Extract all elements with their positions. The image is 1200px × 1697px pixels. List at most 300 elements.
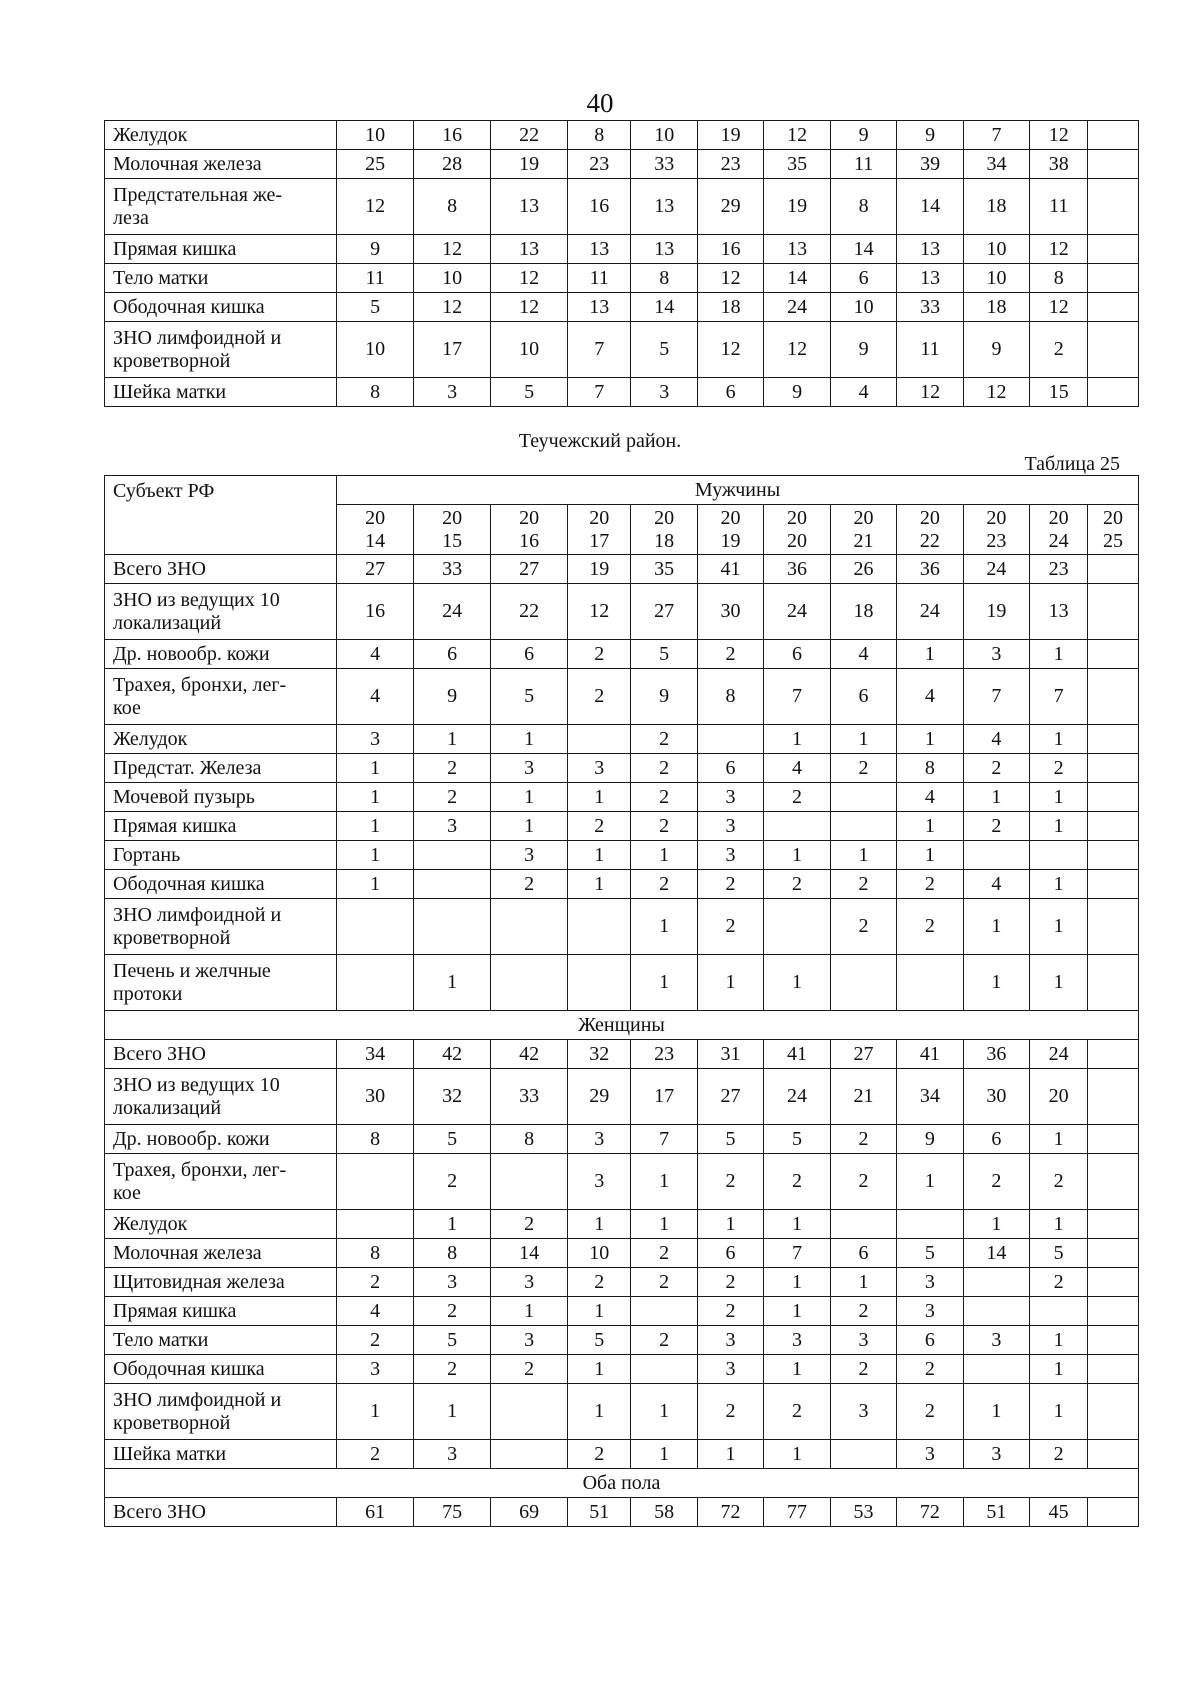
table-cell <box>414 841 491 870</box>
table-cell: 2 <box>491 1355 568 1384</box>
table-cell: 9 <box>830 322 896 378</box>
table-cell <box>1088 812 1139 841</box>
table-cell: 2 <box>1030 754 1088 783</box>
table-cell: 24 <box>963 555 1029 584</box>
table-cell: 3 <box>414 378 491 407</box>
table-cell: 8 <box>337 1239 414 1268</box>
table-cell: 13 <box>631 235 697 264</box>
row-label: Ободочная кишка <box>105 870 337 899</box>
table-cell: 1 <box>1030 1125 1088 1154</box>
table-cell: 1 <box>631 1440 697 1469</box>
table-cell: 3 <box>568 754 631 783</box>
table-cell: 14 <box>631 293 697 322</box>
table-cell: 4 <box>830 640 896 669</box>
table-cell: 34 <box>337 1040 414 1069</box>
table-cell: 1 <box>491 783 568 812</box>
table-cell: 2 <box>568 640 631 669</box>
table-cell: 3 <box>697 812 763 841</box>
table-cell <box>491 1154 568 1210</box>
table-cell: 13 <box>491 235 568 264</box>
table-cell: 2 <box>963 754 1029 783</box>
table-row <box>105 669 1139 725</box>
table-row <box>105 725 1139 754</box>
table-row <box>105 1125 1139 1154</box>
table-number: Таблица 25 <box>1024 453 1120 475</box>
table-cell: 27 <box>631 584 697 640</box>
table-cell: 8 <box>568 121 631 150</box>
table-cell <box>1088 378 1139 407</box>
header-row <box>105 476 1139 505</box>
table-cell: 5 <box>414 1326 491 1355</box>
table-cell: 5 <box>764 1125 830 1154</box>
table-cell: 4 <box>897 783 963 812</box>
table-cell: 1 <box>337 812 414 841</box>
table-cell: 10 <box>337 121 414 150</box>
table-cell: 1 <box>631 1384 697 1440</box>
year-part: 20 <box>442 506 463 529</box>
table-cell: 3 <box>764 1326 830 1355</box>
table-cell: 36 <box>897 555 963 584</box>
table-cell: 34 <box>897 1069 963 1125</box>
table-cell: 20 <box>1030 1069 1088 1125</box>
table-cell: 1 <box>414 725 491 754</box>
table-cell: 13 <box>764 235 830 264</box>
table-cell <box>830 1440 896 1469</box>
table-cell: 12 <box>1030 121 1088 150</box>
table-cell: 23 <box>631 1040 697 1069</box>
table-row <box>105 1154 1139 1210</box>
table-cell: 2 <box>568 1268 631 1297</box>
table-cell <box>830 812 896 841</box>
table-cell: 1 <box>337 783 414 812</box>
table-cell: 1 <box>414 1210 491 1239</box>
table-cell: 6 <box>414 640 491 669</box>
table-cell: 1 <box>1030 899 1088 955</box>
table-cell: 2 <box>830 1154 896 1210</box>
row-label: Прямая кишка <box>105 812 337 841</box>
table-cell: 41 <box>697 555 763 584</box>
table-cell: 1 <box>897 640 963 669</box>
table-cell: 12 <box>568 584 631 640</box>
table-cell: 12 <box>897 378 963 407</box>
table-cell <box>1088 1440 1139 1469</box>
year-part: 20 <box>787 506 807 529</box>
table-cell <box>1088 293 1139 322</box>
table-cell: 35 <box>631 555 697 584</box>
table-row <box>105 640 1139 669</box>
table-row <box>105 121 1139 150</box>
row-label: Тело матки <box>105 1326 337 1355</box>
table-cell: 12 <box>491 293 568 322</box>
year-header <box>697 505 763 555</box>
row-label: Желудок <box>105 725 337 754</box>
table-cell: 1 <box>830 841 896 870</box>
table-cell: 32 <box>414 1069 491 1125</box>
table-cell: 8 <box>491 1125 568 1154</box>
table-cell: 12 <box>337 179 414 235</box>
table-row <box>105 870 1139 899</box>
row-label: Всего ЗНО <box>105 1040 337 1069</box>
table-cell: 2 <box>1030 1440 1088 1469</box>
table-cell: 35 <box>764 150 830 179</box>
table-cell: 30 <box>337 1069 414 1125</box>
table-cell <box>1030 841 1088 870</box>
table-cell: 75 <box>414 1498 491 1527</box>
year-part: 20 <box>589 506 610 529</box>
table-cell: 19 <box>568 555 631 584</box>
table-cell <box>337 899 414 955</box>
table-cell: 24 <box>1030 1040 1088 1069</box>
table-cell: 10 <box>491 322 568 378</box>
table-cell: 12 <box>963 378 1029 407</box>
table-cell: 12 <box>764 121 830 150</box>
table-cell: 2 <box>830 1355 896 1384</box>
year-part: 14 <box>365 529 386 552</box>
table-cell: 9 <box>830 121 896 150</box>
table-cell: 31 <box>697 1040 763 1069</box>
table-row <box>105 555 1139 584</box>
table-cell: 3 <box>414 812 491 841</box>
table-cell: 5 <box>337 293 414 322</box>
table-cell: 9 <box>337 235 414 264</box>
table-cell: 6 <box>764 640 830 669</box>
table-cell: 1 <box>1030 725 1088 754</box>
table-cell: 1 <box>1030 783 1088 812</box>
table-cell: 6 <box>963 1125 1029 1154</box>
section-title: Мужчины <box>337 476 1139 505</box>
table-cell: 3 <box>897 1268 963 1297</box>
table-cell: 1 <box>764 725 830 754</box>
section-title: Женщины <box>105 1011 1139 1040</box>
table-cell: 2 <box>631 725 697 754</box>
year-part: 20 <box>787 529 807 552</box>
table-row <box>105 150 1139 179</box>
table-cell: 1 <box>631 1210 697 1239</box>
table-cell <box>1088 1210 1139 1239</box>
table-cell: 6 <box>491 640 568 669</box>
table-row <box>105 1440 1139 1469</box>
table-cell <box>1088 1384 1139 1440</box>
table-cell <box>1088 783 1139 812</box>
table-cell: 14 <box>830 235 896 264</box>
table-cell <box>830 783 896 812</box>
table-cell: 2 <box>830 899 896 955</box>
table-cell: 1 <box>764 1355 830 1384</box>
table-cell: 33 <box>897 293 963 322</box>
table-cell: 1 <box>491 725 568 754</box>
table-cell: 14 <box>897 179 963 235</box>
section-row <box>105 1011 1139 1040</box>
table-cell: 1 <box>631 841 697 870</box>
row-label: Печень и желчные протоки <box>105 955 337 1011</box>
table-row <box>105 783 1139 812</box>
table-cell: 7 <box>764 1239 830 1268</box>
table-cell: 2 <box>764 1384 830 1440</box>
table-cell: 29 <box>697 179 763 235</box>
table-cell: 1 <box>1030 812 1088 841</box>
table-cell: 1 <box>897 812 963 841</box>
table-cell: 24 <box>414 584 491 640</box>
table-cell: 1 <box>697 955 763 1011</box>
table-cell: 17 <box>631 1069 697 1125</box>
table-cell: 1 <box>1030 955 1088 1011</box>
year-header <box>1030 505 1088 555</box>
table-cell: 13 <box>897 264 963 293</box>
table-cell: 22 <box>491 584 568 640</box>
table-cell: 3 <box>963 1440 1029 1469</box>
table-cell: 4 <box>764 754 830 783</box>
table-cell: 14 <box>764 264 830 293</box>
table-cell: 16 <box>414 121 491 150</box>
table-cell: 1 <box>1030 1355 1088 1384</box>
table-cell <box>1088 150 1139 179</box>
table-row <box>105 1268 1139 1297</box>
year-part: 16 <box>519 529 540 552</box>
table-cell: 42 <box>491 1040 568 1069</box>
table-cell: 4 <box>337 640 414 669</box>
table-cell: 77 <box>764 1498 830 1527</box>
table-cell: 5 <box>631 322 697 378</box>
table-cell: 2 <box>414 754 491 783</box>
year-header <box>631 505 697 555</box>
table-cell <box>963 1297 1029 1326</box>
year-part: 20 <box>1048 506 1069 529</box>
table-cell: 1 <box>568 1297 631 1326</box>
table-cell <box>631 1297 697 1326</box>
table-cell: 7 <box>1030 669 1088 725</box>
table-row <box>105 293 1139 322</box>
year-header <box>337 505 414 555</box>
row-label: Гортань <box>105 841 337 870</box>
table-cell: 27 <box>337 555 414 584</box>
table-cell: 2 <box>830 1297 896 1326</box>
table-cell: 1 <box>1030 1384 1088 1440</box>
table-cell: 30 <box>697 584 763 640</box>
table-row <box>105 899 1139 955</box>
year-part: 18 <box>654 529 675 552</box>
row-label: Ободочная кишка <box>105 1355 337 1384</box>
year-part: 17 <box>589 529 610 552</box>
row-label: Прямая кишка <box>105 235 337 264</box>
table-cell: 33 <box>631 150 697 179</box>
year-part: 20 <box>986 506 1007 529</box>
table-cell: 2 <box>1030 1154 1088 1210</box>
table-cell: 6 <box>830 264 896 293</box>
row-label: Желудок <box>105 121 337 150</box>
table-cell: 6 <box>697 754 763 783</box>
table-cell <box>1088 955 1139 1011</box>
table-cell: 33 <box>414 555 491 584</box>
table-cell: 1 <box>631 899 697 955</box>
row-label: Трахея, бронхи, лег- кое <box>105 669 337 725</box>
table-cell: 12 <box>697 264 763 293</box>
table-cell: 25 <box>337 150 414 179</box>
table-cell: 3 <box>631 378 697 407</box>
table-cell: 1 <box>897 841 963 870</box>
table-cell: 5 <box>697 1125 763 1154</box>
table-cell: 72 <box>897 1498 963 1527</box>
table-cell: 2 <box>631 1268 697 1297</box>
table-cell: 1 <box>631 955 697 1011</box>
table-cell: 23 <box>697 150 763 179</box>
year-header <box>897 505 963 555</box>
table-cell <box>1088 1069 1139 1125</box>
table-row <box>105 1069 1139 1125</box>
table-cell: 3 <box>337 725 414 754</box>
table-cell <box>897 955 963 1011</box>
table-cell <box>337 1210 414 1239</box>
table-cell: 2 <box>963 812 1029 841</box>
table-cell: 3 <box>491 841 568 870</box>
row-label: ЗНО лимфоидной и кроветворной <box>105 899 337 955</box>
table-cell: 3 <box>897 1440 963 1469</box>
table-cell <box>764 812 830 841</box>
table-cell: 2 <box>897 899 963 955</box>
table-cell: 14 <box>491 1239 568 1268</box>
table-cell: 1 <box>568 841 631 870</box>
table-cell: 18 <box>697 293 763 322</box>
table-row <box>105 264 1139 293</box>
table-cell <box>414 899 491 955</box>
table-cell: 7 <box>963 669 1029 725</box>
table-cell: 1 <box>897 1154 963 1210</box>
year-part: 19 <box>720 529 741 552</box>
table-row <box>105 378 1139 407</box>
table-cell: 7 <box>963 121 1029 150</box>
table-cell: 24 <box>897 584 963 640</box>
table-cell <box>491 1440 568 1469</box>
table-cell: 2 <box>337 1268 414 1297</box>
table-cell: 2 <box>830 1125 896 1154</box>
year-part: 15 <box>442 529 463 552</box>
table-cell: 51 <box>568 1498 631 1527</box>
row-label: Всего ЗНО <box>105 1498 337 1527</box>
table-cell: 11 <box>897 322 963 378</box>
year-header <box>1088 505 1139 555</box>
row-label: Шейка матки <box>105 1440 337 1469</box>
table-cell <box>1088 1125 1139 1154</box>
table-cell <box>1088 1268 1139 1297</box>
table-cell: 9 <box>631 669 697 725</box>
table-cell <box>337 1154 414 1210</box>
table-cell: 10 <box>568 1239 631 1268</box>
table-cell <box>1088 235 1139 264</box>
table-cell: 32 <box>568 1040 631 1069</box>
table-cell: 18 <box>963 293 1029 322</box>
table-cell: 5 <box>491 669 568 725</box>
table-cell: 1 <box>491 1297 568 1326</box>
table-cell: 3 <box>963 1326 1029 1355</box>
table-cell: 6 <box>830 669 896 725</box>
table-cell: 2 <box>631 754 697 783</box>
table-row <box>105 1239 1139 1268</box>
table-cell: 1 <box>568 1384 631 1440</box>
table-cell: 16 <box>697 235 763 264</box>
year-part: 21 <box>853 529 874 552</box>
table-cell: 2 <box>697 1268 763 1297</box>
table-cell: 11 <box>568 264 631 293</box>
table-cell <box>963 841 1029 870</box>
table-cell: 23 <box>568 150 631 179</box>
row-label: Щитовидная железа <box>105 1268 337 1297</box>
table-cell: 5 <box>897 1239 963 1268</box>
main-table-body <box>105 476 1139 1527</box>
table-cell: 72 <box>697 1498 763 1527</box>
table-cell: 2 <box>697 870 763 899</box>
table-cell <box>568 955 631 1011</box>
table-cell: 1 <box>337 1384 414 1440</box>
table-cell: 51 <box>963 1498 1029 1527</box>
table-cell: 61 <box>337 1498 414 1527</box>
year-header <box>963 505 1029 555</box>
table-cell <box>1088 1498 1139 1527</box>
row-label: Др. новообр. кожи <box>105 1125 337 1154</box>
row-label: Трахея, бронхи, лег- кое <box>105 1154 337 1210</box>
year-part: 20 <box>1103 506 1124 529</box>
table-cell: 12 <box>414 235 491 264</box>
table-row <box>105 322 1139 378</box>
table-cell: 8 <box>897 754 963 783</box>
table-row <box>105 1040 1139 1069</box>
table-cell: 10 <box>337 322 414 378</box>
table-cell: 1 <box>963 955 1029 1011</box>
table-cell: 12 <box>764 322 830 378</box>
section-title: Оба пола <box>105 1469 1139 1498</box>
table-cell: 3 <box>830 1326 896 1355</box>
table-cell: 7 <box>568 322 631 378</box>
table-cell <box>897 1210 963 1239</box>
table-cell: 29 <box>568 1069 631 1125</box>
table-cell: 10 <box>631 121 697 150</box>
table-cell: 1 <box>764 1440 830 1469</box>
table-cell: 53 <box>830 1498 896 1527</box>
table-row <box>105 179 1139 235</box>
row-label: Прямая кишка <box>105 1297 337 1326</box>
table-cell: 18 <box>830 584 896 640</box>
table-cell: 12 <box>491 264 568 293</box>
table-cell: 8 <box>337 1125 414 1154</box>
table-cell: 7 <box>631 1125 697 1154</box>
table-cell: 2 <box>697 1297 763 1326</box>
table-cell: 1 <box>963 1384 1029 1440</box>
table-cell: 4 <box>337 1297 414 1326</box>
top-table-body <box>105 121 1139 407</box>
table-cell: 7 <box>764 669 830 725</box>
top-table <box>104 120 1139 407</box>
table-cell: 3 <box>491 1268 568 1297</box>
table-cell: 2 <box>337 1326 414 1355</box>
table-cell: 2 <box>897 1384 963 1440</box>
table-cell: 1 <box>568 1210 631 1239</box>
table-row <box>105 235 1139 264</box>
table-cell: 8 <box>631 264 697 293</box>
table-cell: 11 <box>1030 179 1088 235</box>
table-cell: 12 <box>1030 235 1088 264</box>
table-cell: 2 <box>830 754 896 783</box>
year-header <box>764 505 830 555</box>
table-cell: 2 <box>631 870 697 899</box>
table-cell: 3 <box>830 1384 896 1440</box>
table-cell <box>697 725 763 754</box>
table-cell: 27 <box>830 1040 896 1069</box>
table-cell: 3 <box>414 1440 491 1469</box>
table-cell: 19 <box>491 150 568 179</box>
table-cell: 6 <box>830 1239 896 1268</box>
table-cell: 24 <box>764 1069 830 1125</box>
table-cell <box>1088 121 1139 150</box>
table-cell: 1 <box>568 1355 631 1384</box>
table-cell: 8 <box>830 179 896 235</box>
